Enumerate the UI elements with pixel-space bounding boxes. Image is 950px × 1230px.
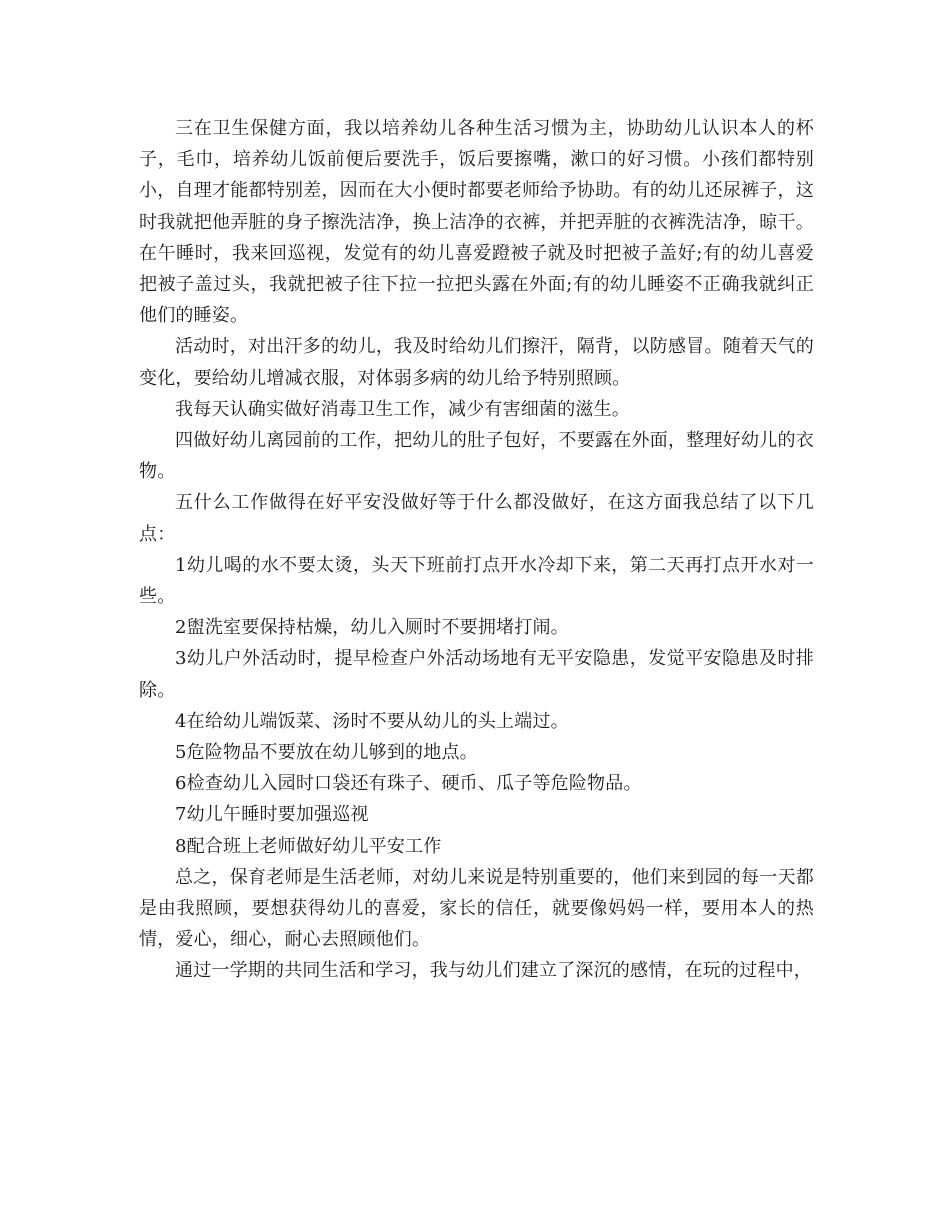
paragraph-hygiene: 三在卫生保健方面，我以培养幼儿各种生活习惯为主，协助幼儿认识本人的杯子，毛巾，培养幼儿饭前便后要洗手，饭后要擦嘴，漱口的好习惯。小孩们都特别小，自理才能都特别差，因而在大小便时都要老师给予协助。有的幼儿还尿裤子，这时我就把他弄脏的身子擦洗洁净，换上洁净的衣裤，并把弄脏的衣裤洗洁净，晾干。在午睡时，我来回巡视，发觉有的幼儿喜爱蹬被子就及时把被子盖好;有的幼儿喜爱把被子盖过头，我就把被子往下拉一拉把头露在外面;有的幼儿睡姿不正确我就纠正他们的睡姿。: [139, 118, 814, 327]
paragraph-departure: 四做好幼儿离园前的工作，把幼儿的肚子包好，不要露在外面，整理好幼儿的衣物。: [139, 430, 814, 483]
list-item-safety-6: 6检查幼儿入园时口袋还有珠子、硬币、瓜子等危险物品。: [175, 773, 642, 795]
paragraph-safety-intro: 五什么工作做得在好平安没做好等于什么都没做好，在这方面我总结了以下几点：: [139, 492, 814, 545]
document-body: [139, 113, 814, 987]
paragraph-summary: 总之，保育老师是生活老师，对幼儿来说是特别重要的，他们来到园的每一天都是由我照顾，要想获得幼儿的喜爱，家长的信任，就要像妈妈一样，要用本人的热情，爱心，细心，耐心去照顾他们。: [139, 866, 814, 951]
list-item-safety-5: 5危险物品不要放在幼儿够到的地点。: [175, 742, 478, 764]
list-item-safety-2: 2盥洗室要保持枯燥，幼儿入厕时不要拥堵打闹。: [175, 617, 569, 639]
paragraph-conclusion: 通过一学期的共同生活和学习，我与幼儿们建立了深沉的感情，在玩的过程中，: [175, 960, 812, 982]
list-item-safety-3: 3幼儿户外活动时，提早检查户外活动场地有无平安隐患，发觉平安隐患及时排除。: [139, 648, 814, 701]
paragraph-disinfection: 我每天认确实做好消毒卫生工作，减少有害细菌的滋生。: [175, 398, 630, 420]
paragraph-activity: 活动时，对出汗多的幼儿，我及时给幼儿们擦汗，隔背，以防感冒。随着天气的变化，要给幼儿增减衣服，对体弱多病的幼儿给予特别照顾。: [139, 336, 814, 389]
list-item-safety-4: 4在给幼儿端饭菜、汤时不要从幼儿的头上端过。: [175, 710, 569, 732]
list-item-safety-7: 7幼儿午睡时要加强巡视: [175, 804, 369, 826]
list-item-safety-1: 1幼儿喝的水不要太烫，头天下班前打点开水冷却下来，第二天再打点开水对一些。: [139, 554, 814, 608]
list-item-safety-8: 8配合班上老师做好幼儿平安工作: [175, 835, 442, 857]
